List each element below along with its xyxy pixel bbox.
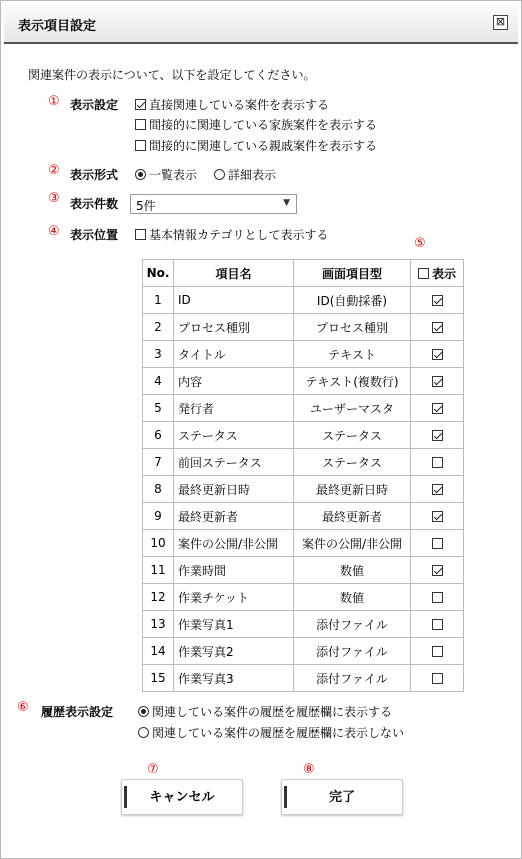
row-show-cell: [411, 665, 464, 692]
row-item-type: 添付ファイル: [294, 665, 411, 692]
row-item-name: 最終更新者: [174, 503, 294, 530]
row-no: 15: [143, 665, 174, 692]
history-show-radio[interactable]: [138, 703, 392, 720]
show-checkbox[interactable]: [432, 295, 443, 306]
display-count-label: 表示件数: [70, 197, 119, 211]
format-list-radio[interactable]: [135, 166, 197, 183]
row-show-cell: [411, 530, 464, 557]
show-checkbox[interactable]: [432, 538, 443, 549]
show-checkbox[interactable]: [432, 646, 443, 657]
row-show-cell: [411, 557, 464, 584]
display-position-label: 表示位置: [70, 228, 119, 242]
row-item-type: ユーザーマスタ: [294, 395, 411, 422]
row-no: 3: [143, 341, 174, 368]
row-item-name: 作業写真2: [174, 638, 294, 665]
row-show-cell: [411, 287, 464, 314]
table-row: [143, 287, 464, 314]
row-no: 12: [143, 584, 174, 611]
option-label: 一覧表示: [149, 168, 198, 182]
option-label: 基本情報カテゴリとして表示する: [149, 228, 329, 242]
table-row: [143, 422, 464, 449]
row-show-cell: [411, 584, 464, 611]
table-row: [143, 503, 464, 530]
row-no: 4: [143, 368, 174, 395]
header-type: 画面項目型: [294, 260, 411, 287]
marker-6: ⑥: [17, 700, 29, 715]
show-checkbox[interactable]: [432, 565, 443, 576]
header-show[interactable]: [411, 260, 464, 287]
item-table: [142, 259, 464, 692]
display-count-select[interactable]: [130, 194, 297, 214]
select-value: 5件: [136, 199, 156, 213]
row-item-type: プロセス種別: [294, 314, 411, 341]
row-item-name: 作業写真1: [174, 611, 294, 638]
show-checkbox[interactable]: [432, 403, 443, 414]
radio-icon: [138, 706, 149, 717]
table-row: [143, 530, 464, 557]
row-item-type: 最終更新者: [294, 503, 411, 530]
row-show-cell: [411, 314, 464, 341]
row-no: 13: [143, 611, 174, 638]
row-item-name: ステータス: [174, 422, 294, 449]
option-label: 関連している案件の履歴を履歴欄に表示する: [152, 705, 393, 719]
row-item-name: 作業写真3: [174, 665, 294, 692]
table-row: [143, 476, 464, 503]
done-button-label: 完了: [328, 790, 355, 805]
row-no: 2: [143, 314, 174, 341]
table-header-row: [143, 260, 464, 287]
header-no: No.: [143, 260, 174, 287]
checkbox-icon: [135, 99, 146, 110]
option-label: 詳細表示: [228, 168, 277, 182]
marker-8: ⑧: [303, 762, 315, 777]
select-all-checkbox[interactable]: [418, 268, 429, 279]
row-item-type: テキスト: [294, 341, 411, 368]
row-show-cell: [411, 395, 464, 422]
marker-7: ⑦: [147, 762, 159, 777]
radio-icon: [138, 727, 149, 738]
row-no: 8: [143, 476, 174, 503]
row-show-cell: [411, 611, 464, 638]
button-accent-bar: [284, 786, 287, 808]
marker-1: ①: [48, 94, 60, 109]
table-row: [143, 314, 464, 341]
row-item-type: 添付ファイル: [294, 611, 411, 638]
row-item-name: 前回ステータス: [174, 449, 294, 476]
row-no: 7: [143, 449, 174, 476]
display-format-label: 表示形式: [70, 168, 119, 182]
history-settings-label: 履歴表示設定: [41, 705, 114, 719]
done-button[interactable]: [281, 779, 403, 815]
show-checkbox[interactable]: [432, 376, 443, 387]
row-item-name: 作業時間: [174, 557, 294, 584]
option-label: 直接関連している案件を表示する: [149, 98, 330, 112]
row-item-type: ID(自動採番): [294, 287, 411, 314]
dialog-title: 表示項目設定: [18, 19, 97, 34]
radio-icon: [135, 169, 146, 180]
table-row: [143, 638, 464, 665]
show-checkbox[interactable]: [432, 511, 443, 522]
row-item-name: 案件の公開/非公開: [174, 530, 294, 557]
display-settings-label: 表示設定: [70, 98, 119, 112]
row-item-type: 添付ファイル: [294, 638, 411, 665]
row-item-name: 内容: [174, 368, 294, 395]
show-checkbox[interactable]: [432, 322, 443, 333]
row-show-cell: [411, 449, 464, 476]
show-checkbox[interactable]: [432, 592, 443, 603]
row-no: 10: [143, 530, 174, 557]
marker-4: ④: [48, 224, 60, 239]
table-row: [143, 395, 464, 422]
cancel-button-label: キャンセル: [149, 790, 215, 805]
row-no: 5: [143, 395, 174, 422]
row-show-cell: [411, 476, 464, 503]
row-item-type: ステータス: [294, 449, 411, 476]
row-no: 6: [143, 422, 174, 449]
dialog-titlebar: [4, 4, 518, 44]
row-show-cell: [411, 341, 464, 368]
checkbox-icon: [135, 229, 146, 240]
row-item-name: ID: [174, 287, 294, 314]
row-no: 11: [143, 557, 174, 584]
header-show-label: 表示: [431, 266, 456, 281]
intro-text: 関連案件の表示について、以下を設定してください。: [28, 68, 316, 82]
show-checkbox[interactable]: [432, 430, 443, 441]
row-show-cell: [411, 503, 464, 530]
table-row: [143, 368, 464, 395]
show-checkbox[interactable]: [432, 673, 443, 684]
table-row: [143, 611, 464, 638]
show-checkbox[interactable]: [432, 457, 443, 468]
row-no: 1: [143, 287, 174, 314]
option-label: 間接的に関連している親戚案件を表示する: [149, 139, 378, 153]
checkbox-icon: [135, 119, 146, 130]
show-checkbox[interactable]: [432, 619, 443, 630]
close-icon[interactable]: ⊠: [493, 15, 508, 30]
marker-2: ②: [48, 163, 60, 178]
display-relative-checkbox[interactable]: [135, 137, 377, 154]
table-row: [143, 557, 464, 584]
row-item-name: 作業チケット: [174, 584, 294, 611]
row-no: 9: [143, 503, 174, 530]
chevron-down-icon: ▼: [283, 198, 290, 208]
show-checkbox[interactable]: [432, 349, 443, 360]
display-direct-checkbox[interactable]: [135, 96, 329, 113]
row-item-type: 案件の公開/非公開: [294, 530, 411, 557]
checkbox-icon: [135, 140, 146, 151]
radio-icon: [214, 169, 225, 180]
show-checkbox[interactable]: [432, 484, 443, 495]
row-item-type: 数値: [294, 557, 411, 584]
row-item-type: 最終更新日時: [294, 476, 411, 503]
option-label: 関連している案件の履歴を履歴欄に表示しない: [152, 726, 405, 740]
button-accent-bar: [124, 786, 127, 808]
row-item-type: テキスト(複数行): [294, 368, 411, 395]
row-item-type: 数値: [294, 584, 411, 611]
cancel-button[interactable]: [121, 779, 243, 815]
header-name: 項目名: [174, 260, 294, 287]
marker-3: ③: [48, 191, 60, 206]
history-hide-radio[interactable]: [138, 724, 404, 741]
row-item-name: 最終更新日時: [174, 476, 294, 503]
row-no: 14: [143, 638, 174, 665]
table-row: [143, 449, 464, 476]
format-detail-radio[interactable]: [214, 166, 276, 183]
row-show-cell: [411, 638, 464, 665]
table-row: [143, 665, 464, 692]
marker-5: ⑤: [414, 236, 426, 251]
basic-info-category-checkbox[interactable]: [135, 226, 329, 243]
row-item-name: タイトル: [174, 341, 294, 368]
row-item-name: 発行者: [174, 395, 294, 422]
row-item-type: ステータス: [294, 422, 411, 449]
table-row: [143, 584, 464, 611]
table-row: [143, 341, 464, 368]
display-family-checkbox[interactable]: [135, 116, 377, 133]
option-label: 間接的に関連している家族案件を表示する: [149, 118, 378, 132]
row-show-cell: [411, 368, 464, 395]
row-item-name: プロセス種別: [174, 314, 294, 341]
row-show-cell: [411, 422, 464, 449]
